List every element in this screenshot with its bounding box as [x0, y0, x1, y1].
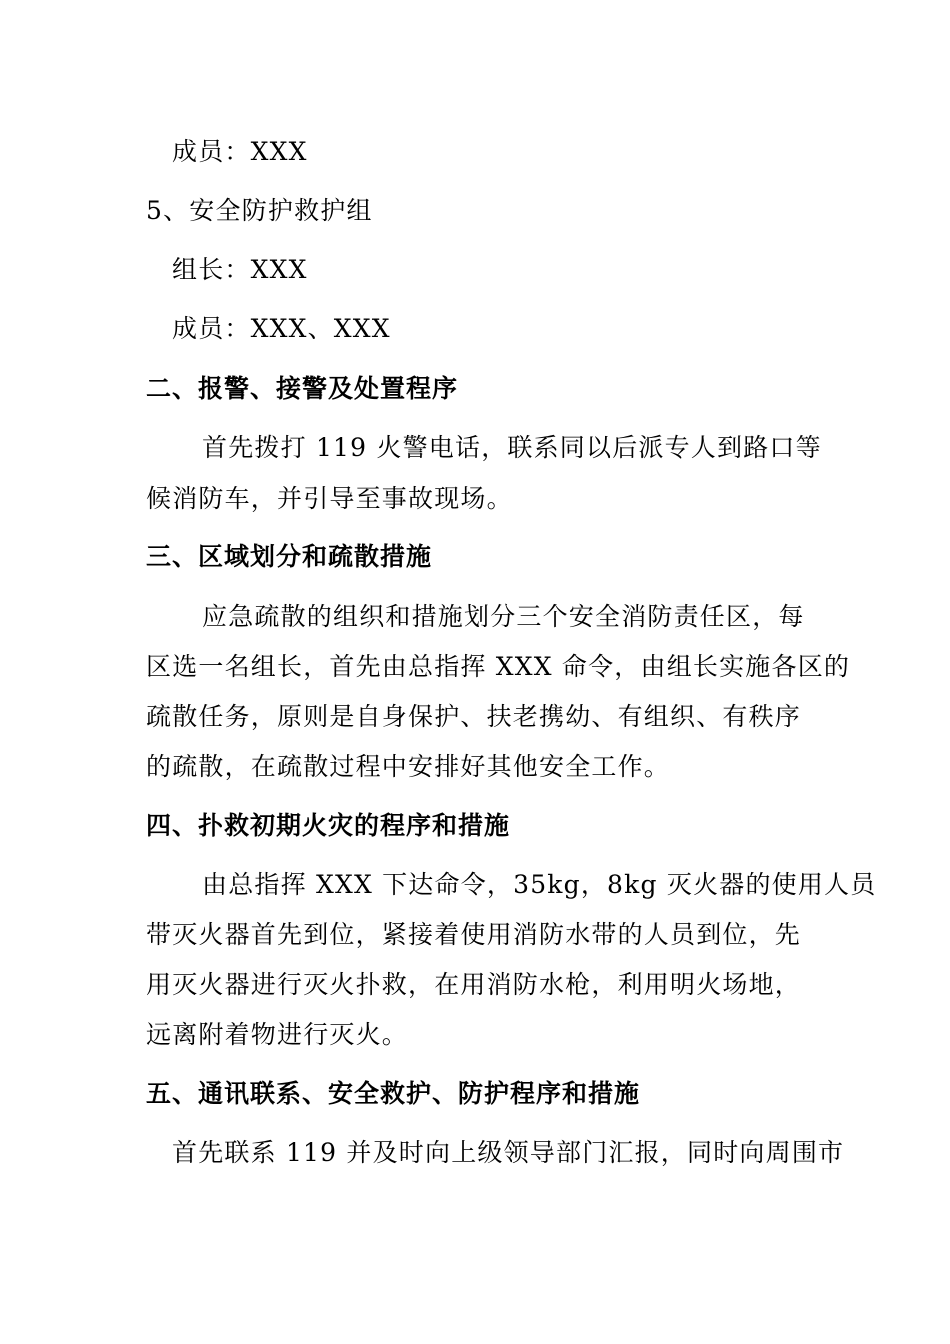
paragraph-line: 区选一名组长，首先由总指挥 XXX 命令，由组长实施各区的	[146, 652, 851, 681]
paragraph-line: 的疏散，在疏散过程中安排好其他安全工作。	[146, 752, 671, 781]
section-heading: 四、扑救初期火灾的程序和措施	[146, 811, 511, 840]
group-members-line: 成员：XXX、XXX	[172, 314, 391, 343]
section-heading: 三、区域划分和疏散措施	[146, 542, 433, 571]
paragraph-line: 带灭火器首先到位，紧接着使用消防水带的人员到位，先	[146, 920, 802, 949]
paragraph-line: 候消防车，并引导至事故现场。	[146, 484, 513, 513]
members-line: 成员：XXX	[172, 137, 308, 166]
group-title: 5、安全防护救护组	[146, 196, 373, 225]
paragraph-line: 用灭火器进行灭火扑救，在用消防水枪，利用明火场地，	[146, 970, 802, 999]
paragraph-line: 首先联系 119 并及时向上级领导部门汇报，同时向周围市	[172, 1138, 845, 1167]
paragraph-line: 疏散任务，原则是自身保护、扶老携幼、有组织、有秩序	[146, 702, 802, 731]
section-heading: 二、报警、接警及处置程序	[146, 374, 459, 403]
paragraph-line: 首先拨打 119 火警电话，联系同以后派专人到路口等	[202, 433, 822, 462]
group-leader-line: 组长：XXX	[172, 255, 308, 284]
section-heading: 五、通讯联系、安全救护、防护程序和措施	[146, 1079, 641, 1108]
paragraph-line: 应急疏散的组织和措施划分三个安全消防责任区，每	[202, 602, 805, 631]
paragraph-line: 由总指挥 XXX 下达命令，35kg，8kg 灭火器的使用人员	[202, 870, 877, 899]
paragraph-line: 远离附着物进行灭火。	[146, 1020, 409, 1049]
